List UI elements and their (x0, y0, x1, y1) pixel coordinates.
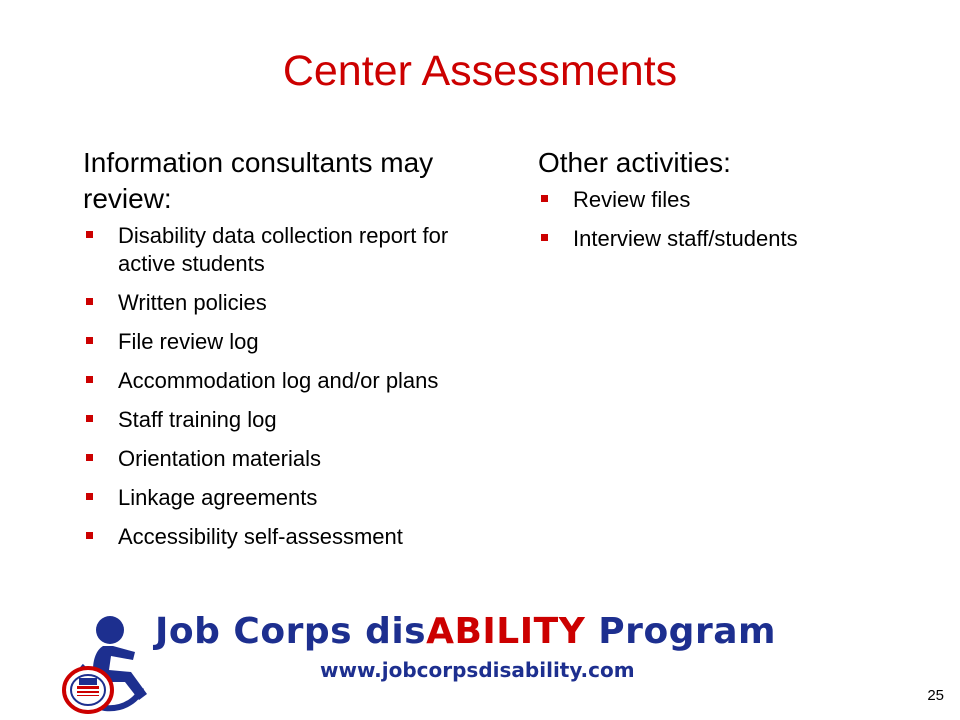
list-item-text: Accommodation log and/or plans (118, 368, 439, 393)
square-bullet-icon (86, 454, 93, 461)
list-item (83, 406, 503, 434)
list-item (83, 445, 503, 473)
logo-url: www.jobcorpsdisability.com (320, 658, 635, 682)
left-column (83, 145, 503, 562)
square-bullet-icon (86, 337, 93, 344)
square-bullet-icon (86, 532, 93, 539)
list-item (83, 222, 503, 278)
list-item-text: Interview staff/students (573, 226, 798, 251)
job-corps-disability-logo (55, 608, 885, 716)
square-bullet-icon (86, 493, 93, 500)
logo-title-accent: ABILITY (426, 611, 586, 652)
square-bullet-icon (86, 298, 93, 305)
list-item (538, 186, 918, 214)
list-item-text: Written policies (118, 290, 267, 315)
square-bullet-icon (86, 376, 93, 383)
list-item-text: Linkage agreements (118, 485, 318, 510)
list-item-text: Review files (573, 187, 691, 212)
logo-title-part: Program (585, 611, 776, 652)
slide-title: Center Assessments (282, 47, 678, 95)
list-item (83, 328, 503, 356)
list-item-text: Orientation materials (118, 446, 321, 471)
right-column-heading: Other activities: (538, 147, 731, 178)
left-bullet-list (83, 222, 503, 551)
right-column (538, 145, 918, 264)
square-bullet-icon (86, 231, 93, 238)
logo-title (155, 611, 776, 652)
list-item-text: Disability data collection report for active students (118, 223, 449, 276)
list-item-text: Accessibility self-assessment (118, 524, 403, 549)
square-bullet-icon (541, 234, 548, 241)
page-number: 25 (927, 687, 944, 704)
logo-title-part: Job Corps dis (155, 611, 427, 652)
left-column-heading: Information consultants may review: (83, 147, 434, 214)
right-bullet-list (538, 186, 918, 253)
list-item-text: Staff training log (118, 407, 277, 432)
list-item (83, 523, 503, 551)
square-bullet-icon (541, 195, 548, 202)
list-item (83, 367, 503, 395)
list-item (83, 289, 503, 317)
list-item (538, 225, 918, 253)
list-item-text: File review log (118, 329, 259, 354)
list-item (83, 484, 503, 512)
square-bullet-icon (86, 415, 93, 422)
